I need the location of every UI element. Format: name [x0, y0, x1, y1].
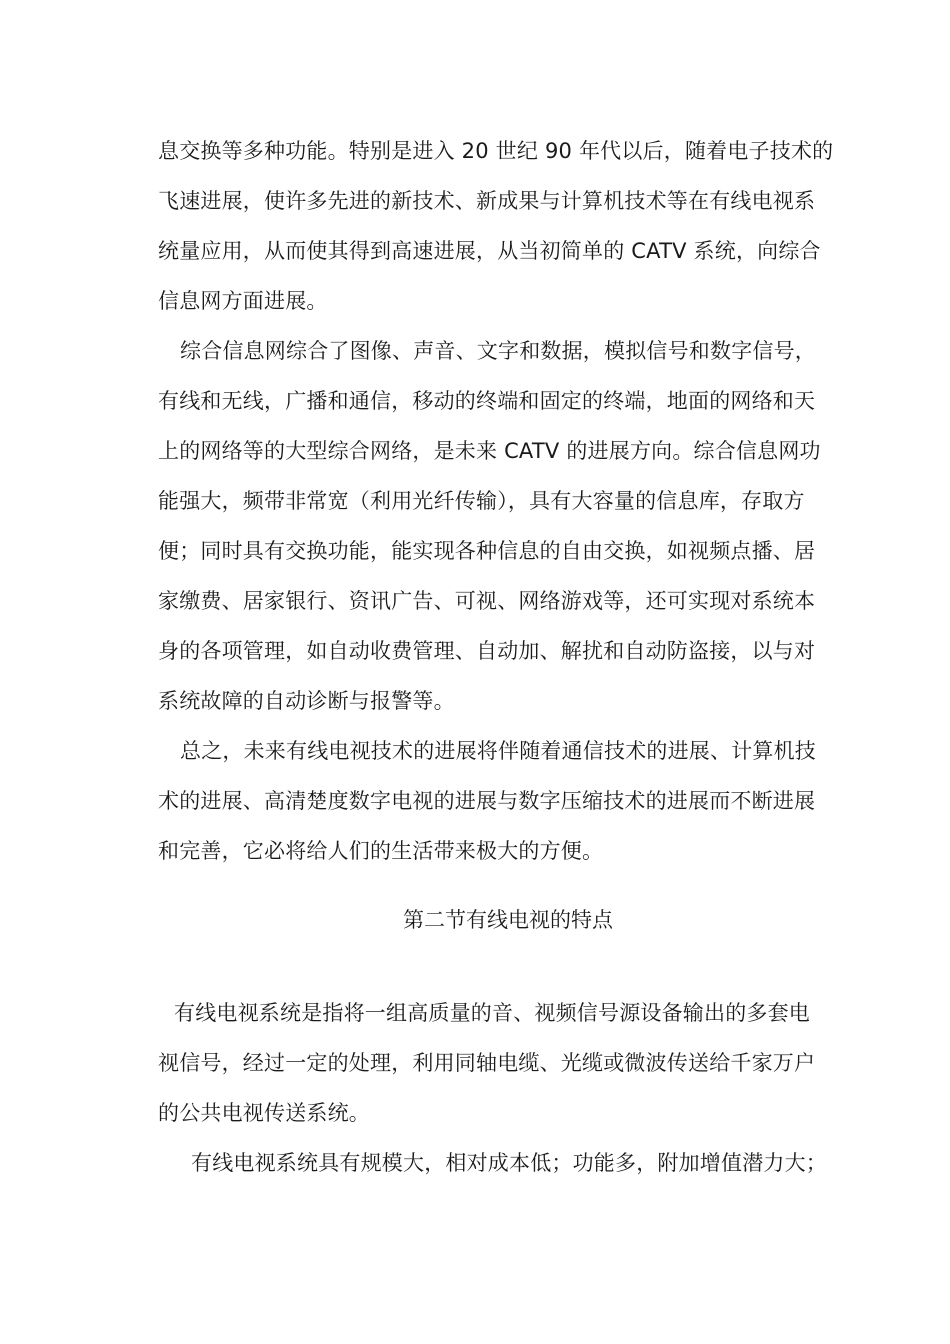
paragraph-4-line-1: 有线电视系统是指将一组高质量的音、视频信号源设备输出的多套电: [174, 1001, 810, 1025]
paragraph-2-line-7: 身的各项管理，如自动收费管理、自动加、解扰和自动防盗接，以与对: [158, 639, 816, 663]
paragraph-2-line-8: 系统故障的自动诊断与报警等。: [158, 689, 455, 713]
paragraph-3-line-3: 和完善，它必将给人们的生活带来极大的方便。: [158, 839, 604, 863]
paragraph-3-line-1: 总之，未来有线电视技术的进展将伴随着通信技术的进展、计算机技: [180, 739, 816, 763]
paragraph-2-line-5: 便；同时具有交换功能，能实现各种信息的自由交换，如视频点播、居: [158, 539, 816, 563]
paragraph-4-line-2: 视信号，经过一定的处理，利用同轴电缆、光缆或微波传送给千家万户: [158, 1051, 816, 1075]
paragraph-2-line-1: 综合信息网综合了图像、声音、文字和数据，模拟信号和数字信号，: [180, 339, 816, 363]
paragraph-2-line-4: 能强大，频带非常宽（利用光纤传输），具有大容量的信息库，存取方: [158, 489, 805, 513]
paragraph-1-line-4: 信息网方面进展。: [158, 289, 328, 313]
paragraph-2-line-3: 上的网络等的大型综合网络，是未来 CATV 的进展方向。综合信息网功: [158, 439, 821, 463]
paragraph-1-line-2: 飞速进展，使许多先进的新技术、新成果与计算机技术等在有线电视系: [158, 189, 816, 213]
paragraph-2-line-6: 家缴费、居家银行、资讯广告、可视、网络游戏等，还可实现对系统本: [158, 589, 816, 613]
paragraph-3-line-2: 术的进展、高清楚度数字电视的进展与数字压缩技术的进展而不断进展: [158, 789, 816, 813]
paragraph-1-line-1: 息交换等多种功能。特别是进入 20 世纪 90 年代以后，随着电子技术的: [158, 139, 834, 163]
paragraph-2-line-2: 有线和无线，广播和通信，移动的终端和固定的终端，地面的网络和天: [158, 389, 816, 413]
section-heading: 第二节有线电视的特点: [403, 908, 613, 932]
paragraph-4-line-3: 的公共电视传送系统。: [158, 1101, 370, 1125]
paragraph-1-line-3: 统量应用，从而使其得到高速进展，从当初简单的 CATV 系统，向综合: [158, 239, 821, 263]
paragraph-5-line-1: 有线电视系统具有规模大，相对成本低；功能多，附加增值潜力大；: [191, 1151, 827, 1175]
